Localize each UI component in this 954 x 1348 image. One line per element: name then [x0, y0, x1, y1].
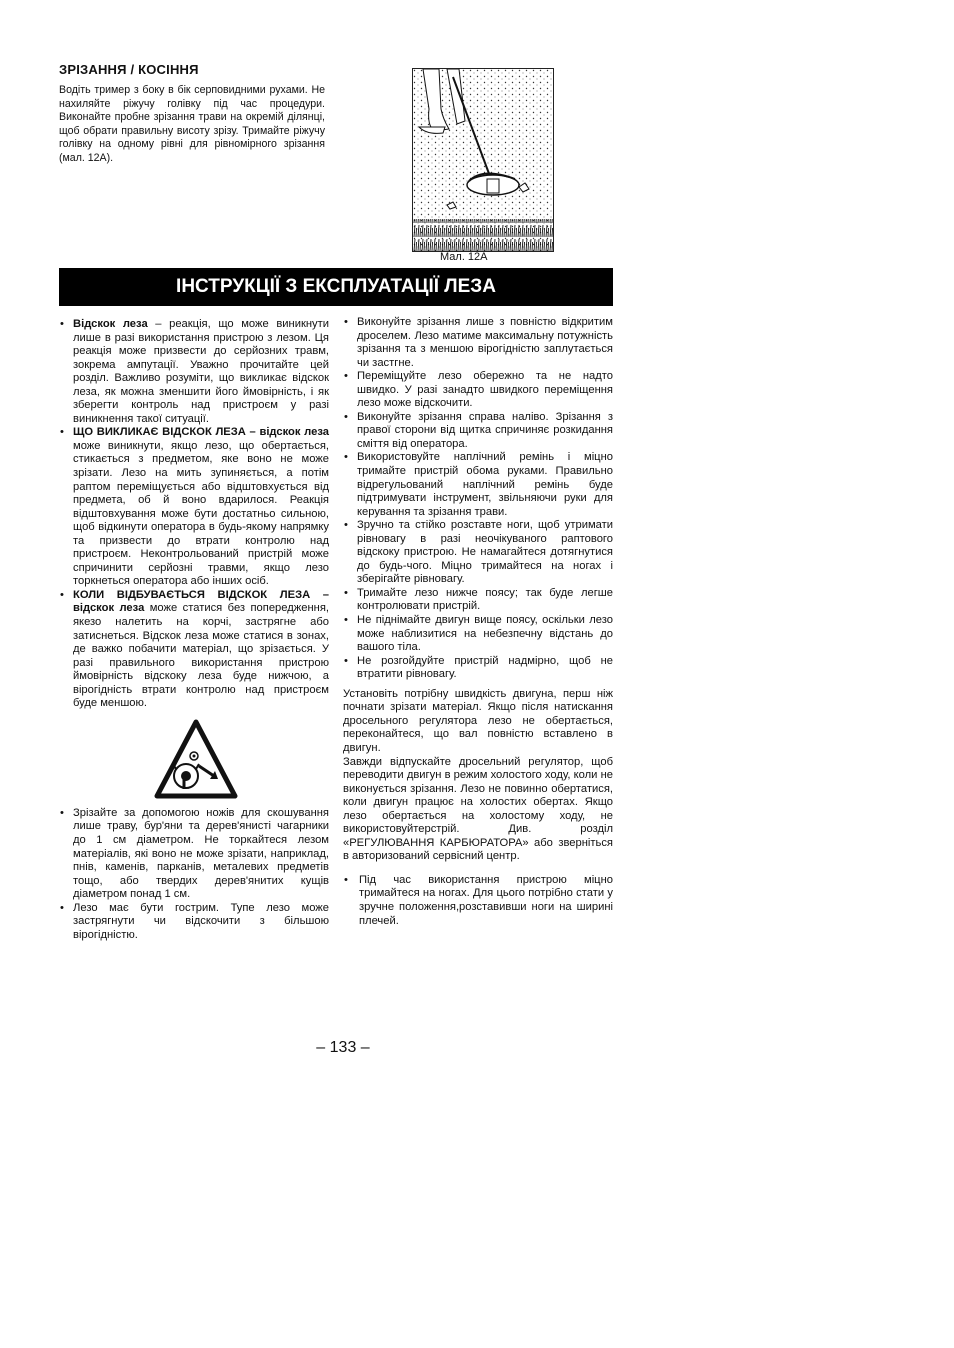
page-number: – 133 – [316, 1039, 370, 1056]
bullet-kickback-cause: • ЩО ВИКЛИКАЄ ВІДСКОК ЛЕЗА – відскок леза може виникнути, якщо лезо, що обертається, стикається з предметом, яке воно не може зрізати. Лезо на мить зупиняється, а потім раптом переміщується або відштовхується від предмета, об й воно вдарилося. Реакція відштовхування може бути достатньо сильною, щоб відкинути оператора в будь-якому напрямку та призвести до втрати контролю над пристроєм. Неконтрольований пристрій може спричинити серйозні травми, якщо лезо торкнеться оператора або інших осіб. [59, 426, 329, 589]
section-banner: ІНСТРУКЦІЇ З ЕКСПЛУАТАЦІЇ ЛЕЗА [59, 268, 613, 306]
bullet-engine-height: • Не піднімайте двигун вище поясу, оскільки лезо може наблизитися на небезпечну відстань до вашого тіла. [343, 614, 613, 655]
figure-12a [412, 68, 554, 252]
bullet-sharp-blade: • Лезо має бути гострим. Тупе лезо може застрягнути чи відскочити з більшою вірогідністю. [59, 902, 329, 943]
blade-kickback-warning-icon [154, 719, 238, 799]
bullet-no-swinging: • Не розгойдуйте пристрій надмірно, щоб не втратити рівновагу. [343, 655, 613, 682]
bullet-full-throttle: • Виконуйте зрізання лише з повністю відкритим дроселем. Лезо матиме максимальну потужність зрізання та з меншою вірогідністю заплутається чи застгне. [343, 316, 613, 370]
right-column [343, 316, 613, 928]
bullet-right-to-left: • Виконуйте зрізання справа наліво. Зрізання з правої сторони від щитка спричиняє розкидання сміття від оператора. [343, 411, 613, 452]
bullet-move-carefully: • Переміщуйте лезо обережно та не надто швидко. У разі занадто швидкого переміщення лезо може відскочити. [343, 370, 613, 411]
paragraph-engine-speed: Установіть потрібну швидкість двигуна, перш ніж почнати зрізати матеріал. Якщо після натискання дросельного регулятора лезо не обертається, переконайтеся, що вал повністю вставлено в двигун. [343, 687, 613, 754]
bullet-blade-kickback: • Відскок леза – реакція, що може виникнути лише в разі використання пристрою з лезом. Ця реакція може призвести до серйозних травм, зокрема ампутації. Уважно прочитайте цей розділ. Важливо розуміти, що викликає відскок леза, як можна зменшити його ймовірність, і як зберегти контроль над пристроєм у разі виникнення такої ситуації. [59, 318, 329, 426]
left-column [59, 318, 329, 942]
bullet-cut-grass-only: • Зрізайте за допомогою ножів для скошування лише траву, бур'яни та дерев'янисті чагарники до 1 см діаметром. Не торкайтеся лезом матеріалів, які воно не може зрізати, наприклад, пнів, каменів, парканів, металевих предметів тощо, або твердих дерев'янитих кущів діаметром понад 1 см. [59, 807, 329, 902]
bullet-firm-footing: • Під час використання пристрою міцно тримайтеся на ногах. Для цього потрібно стати у зручне положення,розставивши ноги на ширині плечей. [343, 874, 613, 928]
bullet-below-waist: • Тримайте лезо нижче поясу; так буде легше контролювати пристрій. [343, 587, 613, 614]
intro-paragraph: Водіть тример з боку в бік серповидними рухами. Не нахиляйте ріжучу голівку під час процедури. Виконайте пробне зрізання трави на окремій ділянці, щоб обрати правильну висоту зрізу. Тримайте ріжучу голівку на одному рівні для рівномірного зрізання (мал. 12А). [59, 84, 325, 164]
bullet-shoulder-strap: • Використовуйте наплічний ремінь і міцно тримайте пристрій обома руками. Правильно відрегульований наплічний ремінь буде підтримувати інструмент, звільняючи руки для керування та зрізання трави. [343, 451, 613, 519]
bullet-stance: • Зручно та стійко розставте ноги, щоб утримати рівновагу в разі неочікуваного раптового відскоку пристрою. Не намагайтеся дотягнутися до будь-чого. Міцно тримайтеся на ногах і зберігайте рівновагу. [343, 519, 613, 587]
trimmer-cutting-grass-illustration [413, 69, 553, 251]
paragraph-throttle-release: Завжди відпускайте дросельний регулятор, щоб переводити двигун в режим холостого ходу, коли не виконується зрізання. Лезо не повинно обертатися, коли двигун працює на холостих обертах. Якщо лезо обертається на холостому ходу, не використовуйтерстрій. Див. розділ «РЕГУЛЮВАННЯ КАРБЮРАТОРА» або зверніться в авторизований сервісний центр. [343, 755, 613, 863]
section-heading: ЗРІЗАННЯ / КОСІННЯ [59, 62, 199, 77]
figure-caption: Мал. 12А [440, 251, 488, 263]
bullet-kickback-when: • КОЛИ ВІДБУВАЄТЬСЯ ВІДСКОК ЛЕЗА – відскок леза може статися без попередження, якезо налетить на корчі, застрягне або затиснеться. Відскок леза може статися в зонах, де важко побачити матеріал, що зрізається. У разі правильного використання пристрою ймовірність відскоку леза буде нижчою, а вірогідність втрати контролю над пристроєм буде меншою. [59, 589, 329, 711]
